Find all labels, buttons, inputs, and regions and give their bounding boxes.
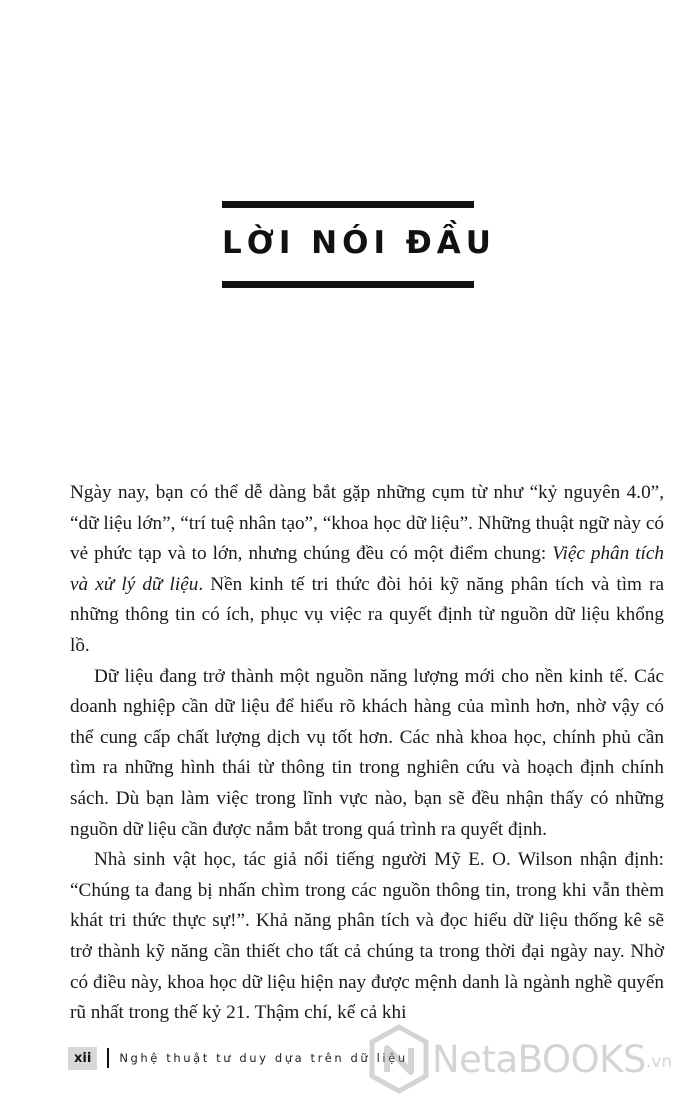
paragraph-1 bbox=[70, 478, 664, 662]
footer-divider bbox=[107, 1048, 109, 1068]
watermark-text: NetaBOOKS bbox=[432, 1037, 646, 1081]
watermark bbox=[368, 1024, 672, 1094]
netabooks-logo-icon bbox=[368, 1024, 430, 1094]
running-title: Nghệ thuật tư duy dựa trên dữ liệu bbox=[119, 1051, 408, 1065]
page-number: xii bbox=[68, 1047, 97, 1070]
paragraph-1-italic: Việc phân tích và xử lý dữ liệu bbox=[70, 543, 665, 595]
page-footer bbox=[68, 1044, 408, 1072]
paragraph-2: Dữ liệu đang trở thành một nguồn năng lượng mới cho nền kinh tế. Các doanh nghiệp cần dữ liệu để hiểu rõ khách hàng của mình hơn, nhờ vậy có thể cung cấp chất lượng dịch vụ tốt hơn. Các nhà khoa học, chính phủ cần tìm ra những hình thái từ thông tin trong nghiên cứu và hoạch định chính sách. Dù bạn làm việc trong lĩnh vực nào, bạn sẽ đều nhận thấy có những nguồn dữ liệu cần được nắm bắt trong quá trình ra quyết định. bbox=[70, 665, 664, 840]
watermark-suffix: .vn bbox=[645, 1052, 673, 1072]
chapter-heading-block bbox=[222, 201, 496, 288]
paragraph-1-rest: . Nền kinh tế tri thức đòi hỏi kỹ năng phân tích và tìm ra những thông tin có ích, phục vụ việc ra quyết định từ nguồn dữ liệu khổng lồ. bbox=[70, 573, 664, 656]
chapter-heading: LỜI NÓI ĐẦU bbox=[222, 225, 496, 261]
paragraph-1-text: Ngày nay, bạn có thể dễ dàng bắt gặp những cụm từ như “kỷ nguyên 4.0”, “dữ liệu lớn”, “trí tuệ nhân tạo”, “khoa học dữ liệu”. Những thuật ngữ này có vẻ phức tạp và to lớn, nhưng chúng đều có một điểm chung: bbox=[70, 482, 664, 565]
heading-bottom-rule bbox=[222, 281, 474, 288]
body-text bbox=[70, 478, 664, 1029]
heading-top-rule bbox=[222, 201, 474, 208]
paragraph-3: Nhà sinh vật học, tác giả nổi tiếng người Mỹ E. O. Wilson nhận định: “Chúng ta đang bị nhấn chìm trong các nguồn thông tin, trong khi vẫn thèm khát tri thức thực sự!”. Khả năng phân tích và đọc hiểu dữ liệu thống kê sẽ trở thành kỹ năng cần thiết cho tất cả chúng ta trong thời đại ngày nay. Nhờ có điều này, khoa học dữ liệu hiện nay được mệnh danh là ngành nghề quyến rũ nhất trong thế kỷ 21. Thậm chí, kể cả khi bbox=[70, 849, 664, 1024]
